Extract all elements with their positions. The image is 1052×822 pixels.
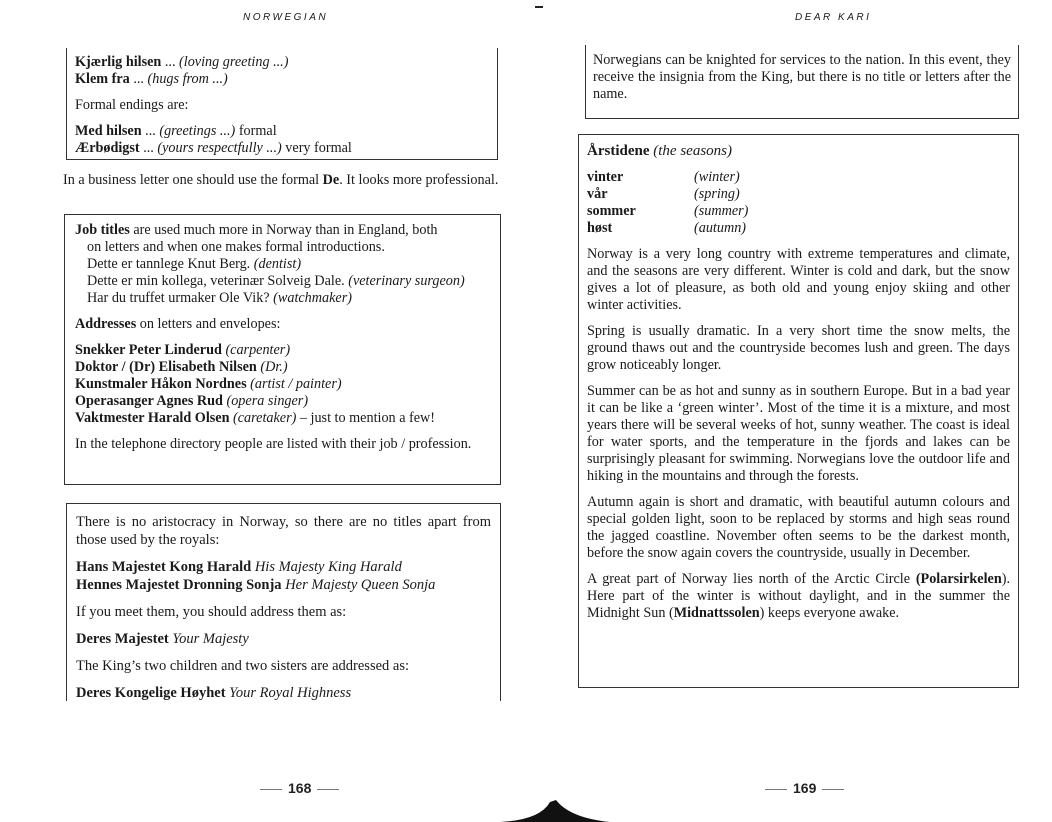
closing-phrase: Klem fra bbox=[75, 71, 130, 87]
text: (Polarsirkelen bbox=[915, 571, 1002, 587]
example: Har du truffet urmaker Ole Vik? bbox=[87, 290, 274, 306]
season-english: (summer) bbox=[694, 203, 749, 219]
text: ). Here part of the winter is without daylight, and in the summer the Midnight Sun ( bbox=[587, 571, 1010, 621]
text: ... bbox=[141, 123, 160, 139]
address-example: Operasanger Agnes Rud bbox=[75, 393, 223, 409]
season-norwegian: høst bbox=[587, 220, 613, 236]
season-norwegian: vår bbox=[587, 186, 608, 202]
text: formal bbox=[235, 123, 277, 139]
seasons-box bbox=[578, 134, 1019, 688]
translation: (yours respectfully ...) bbox=[157, 140, 282, 156]
paragraph: Summer can be as hot and sunny as in southern Europe. But in a bad year it can be like a ‘green winter’. Most of the time it is a mixture, and most years there will be several weeks of hot, sunny weather. The coast is ideal for water sports, and the temperature in the fjords and lakes can be surprisingly pleasant for swimming. Norwegians love the outdoor life and hiking in the mountains and through the forests. bbox=[587, 383, 1010, 484]
example: Dette er min kollega, veterinær Solveig Dale. bbox=[87, 273, 349, 289]
text: Norwegians can be knighted for services to the nation. In this event, they receive the insignia from the King, but there is no title or letters after the name. bbox=[593, 52, 1011, 102]
text: ... bbox=[139, 140, 158, 156]
translation: Your Royal Highness bbox=[225, 685, 352, 701]
spine-shadow bbox=[500, 800, 610, 822]
royal-title: Hans Majestet Kong Harald bbox=[76, 559, 252, 575]
closing-phrase: Kjærlig hilsen bbox=[75, 54, 162, 70]
translation: (loving greeting ...) bbox=[179, 54, 289, 70]
text: 168 bbox=[288, 780, 312, 796]
text: on letters and when one makes formal introductions. bbox=[87, 239, 385, 255]
season-english: (winter) bbox=[694, 169, 740, 185]
example: Dette er tannlege Knut Berg. bbox=[87, 256, 254, 272]
text: Job titles bbox=[75, 222, 130, 238]
address-example: Doktor / (Dr) Elisabeth Nilsen bbox=[75, 359, 257, 375]
translation: (artist / painter) bbox=[246, 376, 342, 392]
knighthood-box bbox=[585, 45, 1019, 119]
section-title: Årstidene bbox=[587, 143, 650, 159]
text: There is no aristocracy in Norway, so there are no titles apart from those used by the royals: bbox=[76, 514, 491, 548]
season-english: (spring) bbox=[694, 186, 740, 202]
text: ... bbox=[161, 54, 180, 70]
text: 169 bbox=[793, 780, 817, 796]
left-running-head: NORWEGIAN bbox=[243, 12, 329, 23]
address-example: Snekker Peter Linderud bbox=[75, 342, 222, 358]
translation: (greetings ...) bbox=[159, 123, 236, 139]
season-english: (autumn) bbox=[694, 220, 747, 236]
translation: His Majesty King Harald bbox=[251, 559, 402, 575]
translation: (opera singer) bbox=[222, 393, 309, 409]
translation: (watchmaker) bbox=[273, 290, 352, 306]
translation: (carpenter) bbox=[221, 342, 291, 358]
translation: (the seasons) bbox=[649, 143, 732, 159]
text: In a business letter one should use the formal bbox=[63, 172, 323, 188]
season-norwegian: vinter bbox=[587, 169, 624, 185]
text: – just to mention a few! bbox=[296, 410, 436, 426]
address-example: Kunstmaler Håkon Nordnes bbox=[75, 376, 247, 392]
royal-title: Deres Majestet bbox=[76, 631, 169, 647]
text: If you meet them, you should address them as: bbox=[76, 604, 347, 620]
text: ) keeps everyone awake. bbox=[759, 605, 900, 621]
closing-phrase: Med hilsen bbox=[75, 123, 142, 139]
royal-title: Deres Kongelige Høyhet bbox=[76, 685, 226, 701]
job-titles-box bbox=[64, 214, 501, 485]
text: on letters and envelopes: bbox=[136, 316, 281, 332]
translation: Your Majesty bbox=[168, 631, 249, 647]
right-running-head: DEAR KARI bbox=[795, 12, 872, 23]
season-row bbox=[587, 220, 1010, 237]
season-norwegian: sommer bbox=[587, 203, 636, 219]
left-page-number bbox=[254, 780, 345, 797]
formal-endings-label: Formal endings are: bbox=[75, 97, 189, 113]
text: The King’s two children and two sisters are addressed as: bbox=[76, 658, 410, 674]
paragraph: Norway is a very long country with extreme temperatures and climate, and the seasons are very different. Winter is cold and dark, but the snow gives a lot of pleasure, as both old and young enjoy skiing and other winter activities. bbox=[587, 246, 1010, 313]
paragraph: Spring is usually dramatic. In a very short time the snow melts, the ground thaws out and the countryside becomes lush and green. The days grow noticeably longer. bbox=[587, 323, 1010, 373]
right-page-number bbox=[759, 780, 850, 797]
season-row bbox=[587, 169, 1010, 186]
royal-titles-box bbox=[66, 503, 501, 701]
translation: (dentist) bbox=[253, 256, 302, 272]
translation: (hugs from ...) bbox=[147, 71, 228, 87]
season-row bbox=[587, 186, 1010, 203]
text: are used much more in Norway than in England, both bbox=[129, 222, 438, 238]
text: In the telephone directory people are listed with their job / profession. bbox=[75, 436, 472, 452]
translation: (veterinary surgeon) bbox=[348, 273, 465, 289]
paragraph bbox=[587, 571, 1010, 622]
paragraph: Autumn again is short and dramatic, with beautiful autumn colours and special golden light, soon to be replaced by storms and high seas round the jagged coastline. November often seems to be the darkest month, before the snow again covers the countryside, usually in December. bbox=[587, 494, 1010, 561]
translation: (caretaker) bbox=[229, 410, 297, 426]
translation: (Dr.) bbox=[256, 359, 288, 375]
closing-phrase: Ærbødigst bbox=[75, 140, 140, 156]
text: Addresses bbox=[75, 316, 137, 332]
spine-mark-top bbox=[535, 6, 543, 8]
season-list bbox=[587, 169, 1010, 237]
text: . It looks more professional. bbox=[339, 172, 499, 188]
royal-title: Hennes Majestet Dronning Sonja bbox=[76, 577, 282, 593]
address-example: Vaktmester Harald Olsen bbox=[75, 410, 230, 426]
text: A great part of Norway lies north of the Arctic Circle bbox=[587, 571, 916, 587]
closing-phrases-box bbox=[66, 48, 498, 160]
business-letter-paragraph bbox=[63, 172, 499, 189]
text: De bbox=[322, 172, 340, 188]
text: ... bbox=[129, 71, 148, 87]
text: Midnattssolen bbox=[673, 605, 760, 621]
translation: Her Majesty Queen Sonja bbox=[281, 577, 436, 593]
text: very formal bbox=[281, 140, 352, 156]
season-row bbox=[587, 203, 1010, 220]
